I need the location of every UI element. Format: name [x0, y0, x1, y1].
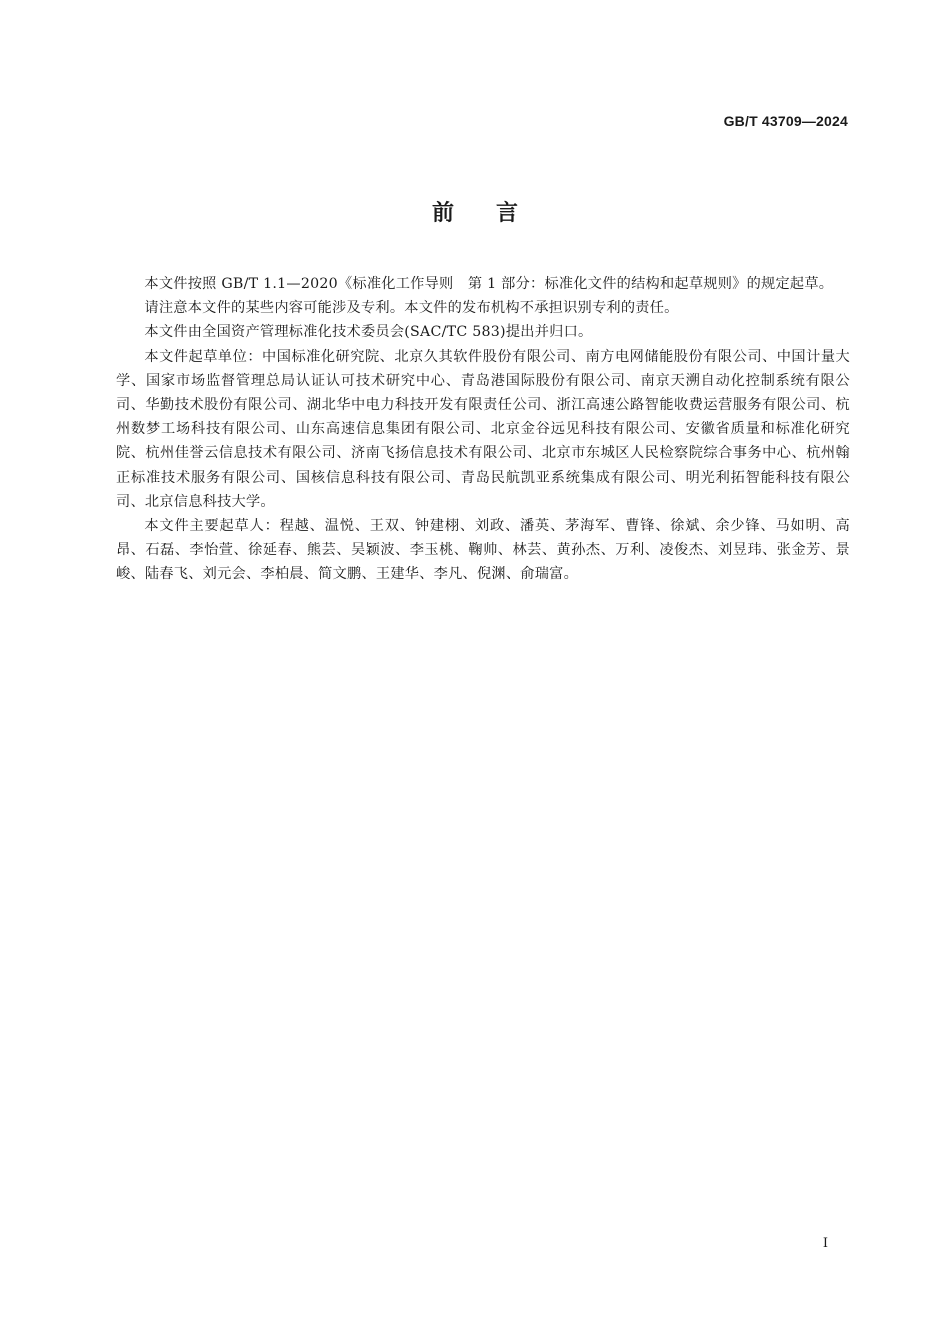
foreword-body: [116, 272, 850, 587]
document-number: GB/T 43709—2024: [723, 113, 848, 129]
page-number: I: [822, 1236, 828, 1251]
paragraph-proposing-committee: 本文件由全国资产管理标准化技术委员会(SAC/TC 583)提出并归口。: [144, 324, 593, 341]
page-title: 前言: [431, 201, 560, 226]
paragraph-drafting-organizations: 本文件起草单位：中国标准化研究院、北京久其软件股份有限公司、南方电网储能股份有限公司、中国计量大学、国家市场监督管理总局认证认可技术研究中心、青岛港国际股份有限公司、南京天溯自动化控制系统有限公司、华勤技术股份有限公司、湖北华中电力科技开发有限责任公司、浙江高速公路智能收费运营服务有限公司、杭州数梦工场科技有限公司、山东高速信息集团有限公司、北京金谷远见科技有限公司、安徽省质量和标准化研究院、杭州佳誉云信息技术有限公司、济南飞扬信息技术有限公司、北京市东城区人民检察院综合事务中心、杭州翰正标准技术服务有限公司、国核信息科技有限公司、青岛民航凯亚系统集成有限公司、明光利拓智能科技有限公司、北京信息科技大学。: [116, 348, 850, 510]
paragraph-drafting-rules: 本文件按照 GB/T 1.1—2020《标准化工作导则 第 1 部分：标准化文件的结构和起草规则》的规定起草。: [144, 276, 834, 292]
paragraph-patent-notice: 请注意本文件的某些内容可能涉及专利。本文件的发布机构不承担识别专利的责任。: [144, 300, 679, 317]
paragraph-drafters: 本文件主要起草人：程越、温悦、王双、钟建栩、刘政、潘英、茅海军、曹锋、徐斌、余少锋、马如明、高昂、石磊、李怡萱、徐延春、熊芸、吴颖波、李玉桃、鞠帅、林芸、黄孙杰、万利、凌俊杰、刘昱玮、张金芳、景峻、陆春飞、刘元会、李柏晨、简文鹏、王建华、李凡、倪渊、俞瑞富。: [116, 518, 850, 583]
